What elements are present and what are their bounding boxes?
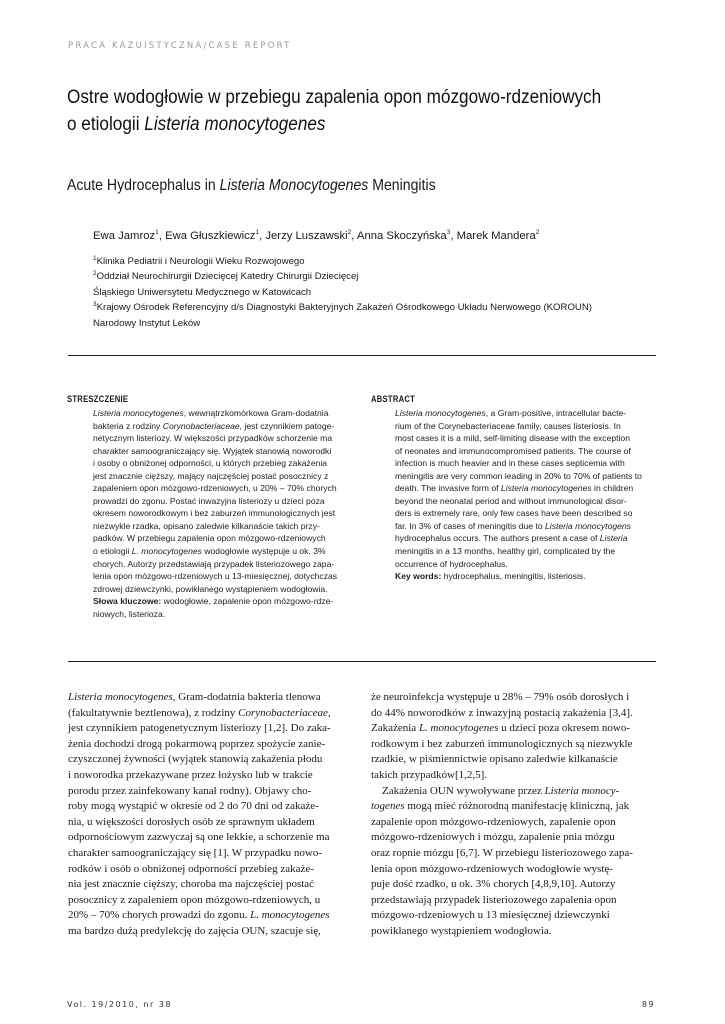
author: Marek Mandera$^2$ bbox=[456, 229, 540, 242]
streszczenie-line: netycznym listeriozy. W większości przypadków schorzenie ma bbox=[93, 433, 333, 444]
affiliation-line: $^3$Krajowy Ośrodek Referencyjny d/s Diagnostyki Bakteryjnych Zakażeń Ośrodkowego Układu Nerwowego (KOROUN) bbox=[93, 301, 592, 314]
affiliation-line: $^2$Oddział Neurochirurgii Dziecięcej Katedry Chirurgii Dziecięcej bbox=[93, 270, 359, 283]
body-text-line: do 44% noworodków z inwazyjną postacią zakażenia [3,4]. bbox=[371, 706, 633, 719]
streszczenie-line: chorych. Autorzy przedstawiają przypadek listeriozowego zapa- bbox=[93, 558, 335, 569]
section-divider-bottom bbox=[68, 661, 656, 662]
streszczenie-line: prowadzi do zgonu. Postać inwazyjna listeriozy u dzieci poza bbox=[93, 495, 325, 506]
title-polish-line-2 bbox=[67, 111, 595, 138]
body-text-line: togenes mogą mieć różnorodną manifestację kliniczną, jak bbox=[371, 800, 630, 813]
streszczenie-line: Listeria monocytogenes, wewnątrzkomórkowa Gram-dodatnia bbox=[93, 408, 329, 418]
title-polish-line-1: Ostre wodogłowie w przebiegu zapalenia opon mózgowo-rdzeniowych bbox=[67, 86, 602, 108]
streszczenie-line: Słowa kluczowe: wodogłowie, zapalenie opon mózgowo-rdze- bbox=[93, 596, 334, 607]
body-text-line: rzadkie, w piśmiennictwie opisano zaledwie kilkanaście bbox=[371, 753, 618, 766]
streszczenie-line: jest znacznie cięższy, mający najczęściej postać posocznicy z bbox=[93, 470, 329, 481]
running-head: PRACA KAZUISTYCZNA/CASE REPORT bbox=[68, 41, 292, 51]
body-text-line: 20% – 70% chorych prowadzi do zgonu. L. monocytogenes bbox=[68, 909, 330, 922]
body-column-right bbox=[371, 690, 633, 940]
affiliation-line: Narodowy Instytut Leków bbox=[93, 317, 201, 329]
body-text-line: i noworodka przekazywane przez łożysko lub w trakcie bbox=[68, 768, 313, 781]
abstract-heading: ABSTRACT bbox=[371, 394, 416, 404]
title-english bbox=[67, 175, 436, 197]
body-text-line: takich przypadków[1,2,5]. bbox=[371, 768, 488, 781]
streszczenie-line: zapaleniem opon mózgowo-rdzeniowych, u 20% – 70% chorych bbox=[93, 483, 337, 494]
body-text-line: czyszczonej żywności (wyjątek stanowią zakażenia płodu bbox=[68, 753, 323, 766]
author: Ewa Głuszkiewicz$^1$, bbox=[165, 229, 266, 242]
streszczenie-heading: STRESZCZENIE bbox=[67, 394, 129, 404]
body-column-left bbox=[68, 690, 331, 940]
abstract-line: of neonates and immunocompromised patients. The course of bbox=[395, 445, 631, 456]
body-text-line: rodkowym i bez zaburzeń immunologicznych są niezwykle bbox=[371, 737, 633, 750]
footer-page-number: 89 bbox=[641, 1000, 655, 1009]
body-text-line: oraz ropnie mózgu [6,7]. W przebiegu listeriozowego zapa- bbox=[371, 846, 633, 859]
affiliations bbox=[93, 254, 592, 331]
abstract-line: infection is much heavier and in these cases septicemia with bbox=[395, 458, 625, 469]
body-text-line: przedstawiają przypadek listeriozowego zapalenia opon bbox=[371, 893, 617, 906]
body-text-line: lenia opon mózgowo-rdzeniowych wodogłowie wystę- bbox=[371, 862, 613, 875]
abstract-line: occurrence of hydrocephalus. bbox=[395, 558, 508, 569]
streszczenie-line: charakter samoograniczający się. Wyjątek stanowią noworodki bbox=[93, 445, 332, 456]
abstract-line: meningitis are very common leading in 20% to 70% of patients to bbox=[395, 470, 642, 481]
streszczenie-line: o etiologii L. monocytogenes wodogłowie występuje u ok. 3% bbox=[93, 546, 326, 557]
body-text-line: posocznicy z zapaleniem opon mózgowo-rdzeniowych, u bbox=[68, 893, 321, 906]
abstract-line: Listeria monocytogenes, a Gram-positive, intracellular bacte- bbox=[395, 408, 627, 418]
affiliation-line: Śląskiego Uniwersytetu Medycznego w Katowicach bbox=[93, 286, 312, 298]
body-text-line: że neuroinfekcja występuje u 28% – 79% osób dorosłych i bbox=[371, 691, 630, 703]
body-text-line: (fakultatywnie beztlenowa), z rodziny Corynobacteriaceae, bbox=[68, 706, 331, 719]
author: Ewa Jamroz$^1$, bbox=[93, 229, 166, 242]
author-list bbox=[93, 228, 539, 244]
title-english-prefix: Acute Hydrocephalus in bbox=[67, 177, 220, 194]
body-text-line: nia jest znacznie cięższy, choroba ma najczęściej postać bbox=[68, 878, 315, 891]
abstract-line: beyond the neonatal period and without immunological disor- bbox=[395, 495, 627, 506]
body-text-line: rodków i osób o obniżonej odporności przebieg zakaże- bbox=[68, 862, 314, 875]
streszczenie-line: padków. W przebiegu zapalenia opon mózgowo-rdzeniowych bbox=[93, 533, 326, 544]
body-text-line: jest czynnikiem patogenetycznym listeriozy [1,2]. Do zaka- bbox=[68, 722, 331, 735]
streszczenie-body bbox=[93, 407, 337, 620]
body-text-line: charakter samoograniczający się [1]. W przypadku nowo- bbox=[68, 846, 323, 859]
body-text-line: puje dość rzadko, u ok. 3% chorych [4,8,9,10]. Autorzy bbox=[371, 878, 616, 891]
body-text-line: Zakażenia OUN wywoływane przez Listeria monocy- bbox=[371, 784, 620, 797]
title-polish-species: Listeria monocytogenes bbox=[144, 113, 326, 135]
streszczenie-line: zdrowej dziewczynki, powikłanego wystąpieniem wodogłowia. bbox=[93, 583, 328, 594]
body-text-line: żenia dochodzi drogą pokarmową poprzez spożycie zanie- bbox=[68, 737, 326, 750]
title-polish bbox=[67, 84, 602, 138]
abstract-line: most cases it is a mild, self-limiting disease with the exception bbox=[395, 433, 630, 444]
body-text-line: Zakażenia L. monocytogenes u dzieci poza okresem nowo- bbox=[371, 722, 631, 735]
title-english-suffix: Meningitis bbox=[368, 177, 436, 194]
abstract-line: rium of the Corynebacteriaceae family, causes listeriosis. In bbox=[395, 420, 621, 431]
body-text-line: ma bardzo dużą predylekcję do zajęcia OUN, szacuje się, bbox=[68, 924, 321, 937]
affiliation-line: $^1$Klinika Pediatrii i Neurologii Wieku Rozwojowego bbox=[93, 254, 305, 267]
streszczenie-line: niowych, listerioza. bbox=[93, 608, 166, 619]
title-english-species: Listeria Monocytogenes bbox=[219, 177, 369, 194]
body-text-line: mózgowo-rdzeniowych i mózgu, zapalenie pnia mózgu bbox=[371, 831, 615, 844]
body-text-line: porodu przez zainfekowany kanał rodny). Objawy cho- bbox=[68, 784, 312, 797]
abstract-line: hydrocephalus occurs. The authors present a case of Listeria bbox=[395, 533, 628, 544]
body-text-line: zapalenie opon mózgowo-rdzeniowych, zapalenie opon bbox=[371, 815, 616, 828]
streszczenie-line: okresem noworodkowym i bez zaburzeń immunologicznych jest bbox=[93, 508, 336, 519]
body-text-line: mózgowo-rdzeniowych u 13 miesięcznej dziewczynki bbox=[371, 909, 610, 922]
streszczenie-line: i osoby o obniżonej odporności, u których przebieg zakażenia bbox=[93, 458, 328, 469]
abstract-line: Key words: hydrocephalus, meningitis, listeriosis. bbox=[395, 571, 586, 582]
abstract-line: ders is extremely rare, only few cases have been described so bbox=[395, 508, 633, 519]
abstract-line: meningitis in a 13 months, healthy girl, complicated by the bbox=[395, 546, 616, 557]
title-polish-line-2-prefix: o etiologii bbox=[67, 113, 145, 135]
body-text-line: Listeria monocytogenes, Gram-dodatnia bakteria tlenowa bbox=[68, 691, 321, 703]
abstract-line: death. The invasive form of Listeria monocytogenes in children bbox=[395, 483, 634, 494]
abstract-body bbox=[395, 407, 642, 583]
body-text-line: roby mogą wystąpić w okresie od 2 do 70 dni od zakaże- bbox=[68, 800, 319, 813]
streszczenie-line: bakteria z rodziny Corynobacteriaceae, jest czynnikiem patoge- bbox=[93, 420, 335, 431]
author: Jerzy Luszawski$^2$, bbox=[265, 229, 357, 242]
body-text-line: powikłanego wystąpieniem wodogłowia. bbox=[371, 924, 552, 937]
streszczenie-line: niezwykle rzadka, opisano zaledwie kilkanaście takich przy- bbox=[93, 520, 320, 531]
streszczenie-line: lenia opon mózgowo-rdzeniowych u 13-miesięcznej, dotychczas bbox=[93, 571, 338, 582]
body-text-line: nia, u większości dorosłych osób ze sprawnym układem bbox=[68, 815, 315, 828]
body-text-line: odpornościowym zazwyczaj są one lekkie, a schorzenie ma bbox=[68, 831, 330, 844]
author: Anna Skoczyńska$^3$, bbox=[356, 229, 457, 242]
abstract-line: far. In 3% of cases of meningitis due to Listeria monocytogens bbox=[395, 520, 631, 531]
footer-volume: Vol. 19/2010, nr 38 bbox=[67, 1000, 172, 1009]
section-divider-top bbox=[68, 355, 656, 356]
